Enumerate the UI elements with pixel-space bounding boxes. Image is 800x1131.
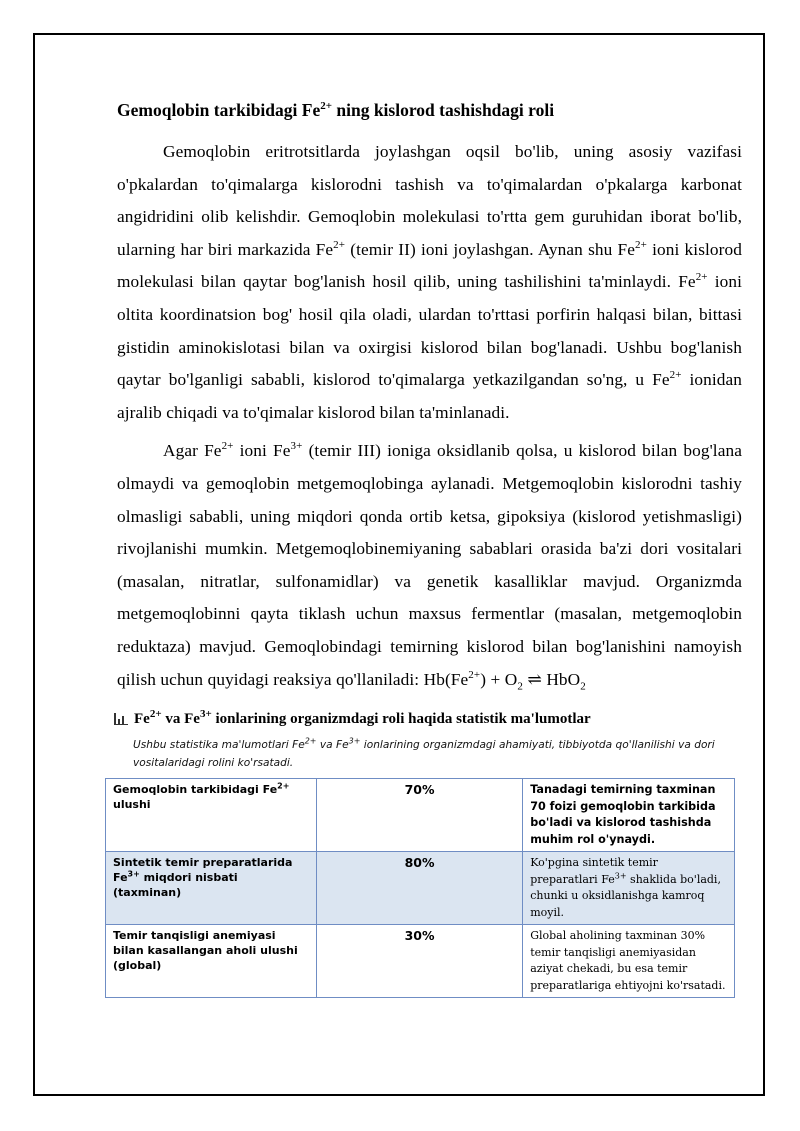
- table-row: [106, 925, 735, 998]
- bar-chart-icon: [114, 713, 128, 725]
- row-note: Tanadagi temirning taxminan 70 foizi gemoqlobin tarkibida bo'ladi va kislorod tashishda muhim rol o'ynaydi.: [523, 779, 735, 852]
- paragraph-2: Agar $Fe^{2+}$ ioni $Fe^{3+}$ (temir III) ioniga oksidlanib qolsa, u kislorod bilan bog'lana olmaydi va gemoqlobin metgemoqlobinga aylanadi. Metgemoqlobin kislorodni tashiy olmasligi sababli, uning miqdori qonda ortib ketsa, gipoksiya (kislorod yetishmasligi) rivojlanishi mumkin. Metgemoqlobinemiyaning sabablari orasida ba'zi dori vositalari (masalan, nitratlar, sulfonamidlar) va genetik kasalliklar mavjud. Organizmda metgemoqlobinni qayta tiklash uchun maxsus fermentlar (masalan, metgemoqlobin reduktaza) mavjud. Gemoqlobindagi temirning kislorod bilan bog'lanishini namoyish qilish uchun quyidagi reaksiya qo'llaniladi: $Hb(Fe^{2+}) + O_2$ ⇌ HbO$_2$: [117, 440, 742, 692]
- row-label: Gemoqlobin tarkibidagi $Fe^{2+}$ ulushi: [106, 779, 317, 852]
- row-value: 30%: [316, 925, 522, 998]
- row-label: Sintetik temir preparatlarida $Fe^{3+}$ miqdori nisbati (taxminan): [106, 852, 317, 925]
- row-value: 70%: [316, 779, 522, 852]
- stats-description: Ushbu statistika ma'lumotlari $Fe^{2+}$ va $Fe^{3+}$ ionlarining organizmdagi ahamiyati, tibbiyotda qo'llanilishi va dori vositalaridagi rolini ko'rsatadi.: [133, 736, 715, 770]
- document-content: [113, 98, 742, 998]
- table-row: [106, 852, 735, 925]
- row-note: Ko'pgina sintetik temir preparatlari $Fe^{3+}$ shaklida bo'ladi, chunki u oksidlanishga kamroq moyil.: [523, 852, 735, 925]
- row-value: 80%: [316, 852, 522, 925]
- row-label: Temir tanqisligi anemiyasi bilan kasallangan aholi ulushi (global): [106, 925, 317, 998]
- paragraph-1: Gemoqlobin eritrotsitlarda joylashgan oqsil bo'lib, uning asosiy vazifasi o'pkalardan to'qimalarga kislorodni tashish va to'qimalardan o'pkalarga karbonat angidridini olib kelishdir. Gemoqlobin molekulasi to'rtta gem guruhidan iborat bo'lib, ularning har biri markazida $Fe^{2+}$ (temir II) ioni joylashgan. Aynan shu $Fe^{2+}$ ioni kislorod molekulasi bilan qaytar bog'lanish hosil qilib, uning tashilishini ta'minlaydi. $Fe^{2+}$ ioni oltita koordinatsion bog' hosil qila oladi, ulardan to'rttasi porfirin halqasi bilan, bittasi gistidin aminokislotasi bilan va oxirgisi kislorod bilan bog'lanadi. Ushbu bog'lanish qaytar bo'lganligi sababli, kislorod to'qimalarga yetkazilgandan so'ng, u $Fe^{2+}$ ionidan ajralib chiqadi va to'qimalar kislorod bilan ta'minlanadi.: [117, 142, 742, 422]
- row-note: Global aholining taxminan 30% temir tanqisligi anemiyasidan aziyat chekadi, bu esa temir preparatlariga ehtiyojni ko'rsatadi.: [523, 925, 735, 998]
- section-title: Gemoqlobin tarkibidagi $Fe^{2+}$ ning kislorod tashishdagi roli: [117, 100, 555, 120]
- stats-heading-text: $Fe^{2+}$ va $Fe^{3+}$ ionlarining organizmdagi roli haqida statistik ma'lumotlar: [134, 708, 591, 728]
- stats-heading: [114, 708, 742, 730]
- table-row: [106, 779, 735, 852]
- stats-table: [105, 778, 735, 998]
